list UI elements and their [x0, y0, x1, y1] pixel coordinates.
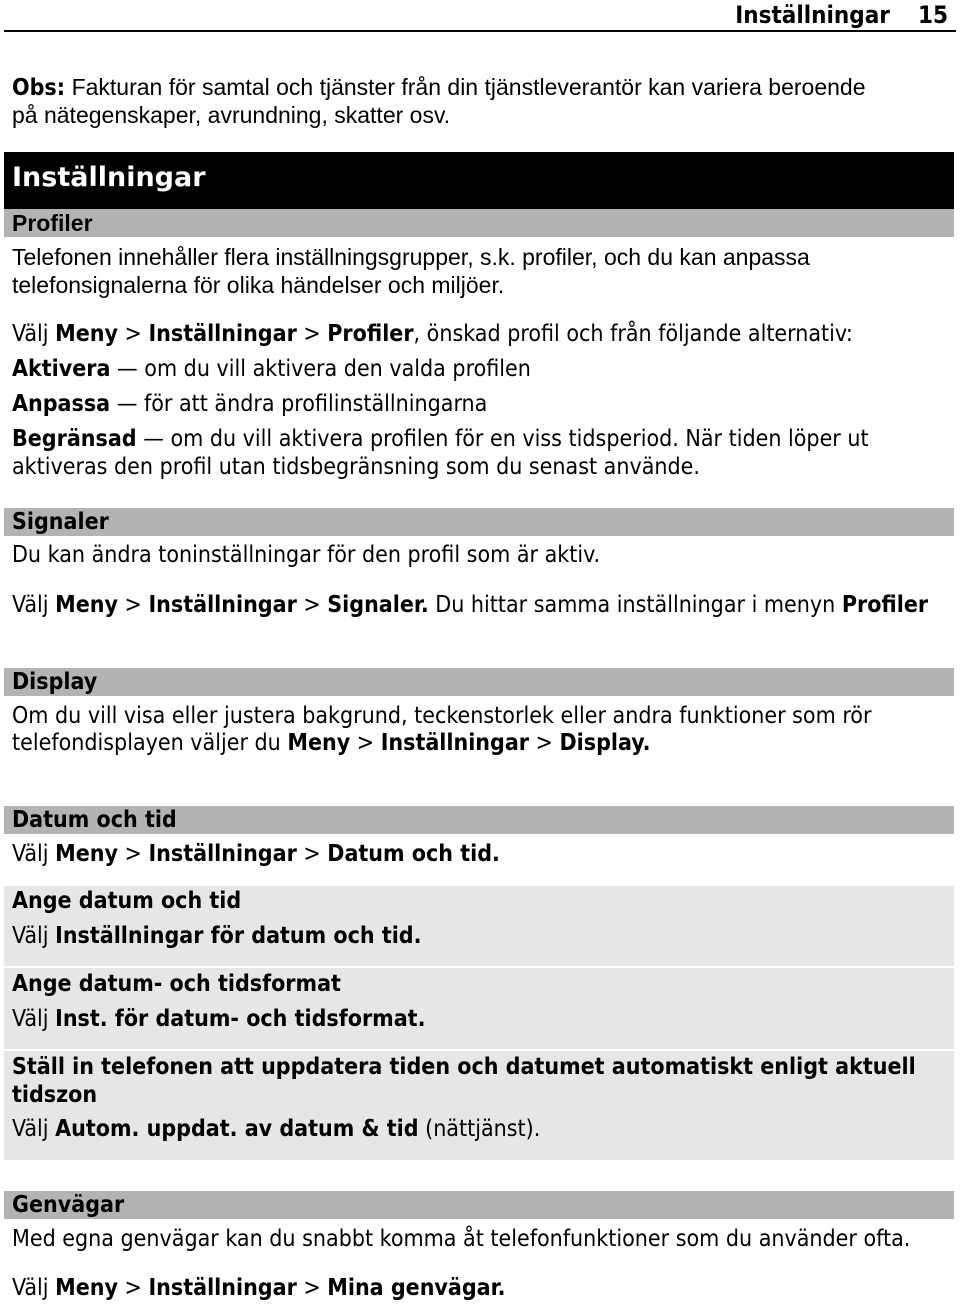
sub3-title-1: Ställ in telefonen att uppdatera tiden och datumet automatiskt enligt aktuell [12, 1054, 916, 1080]
path-dot: . [497, 1275, 506, 1301]
path-prefix: Välj [12, 1006, 49, 1032]
datum-heading: Datum och tid [12, 807, 177, 833]
option-term: Anpassa [12, 391, 111, 417]
display-heading: Display [12, 669, 98, 695]
path-signaler: Signaler [327, 592, 421, 618]
path-prefix: Välj [12, 321, 49, 347]
note-text-1: Fakturan för samtal och tjänster från din tjänstleverantör kan variera beroende [71, 74, 866, 100]
option-desc: — för att ändra profilinställningarna [110, 391, 488, 417]
path-profiler: Profiler [841, 592, 929, 618]
signaler-heading: Signaler [12, 509, 109, 535]
divider [4, 884, 954, 886]
profiler-path [12, 320, 853, 348]
header-rule [4, 30, 956, 32]
path-dot: . [417, 1006, 426, 1032]
path-dot: . [413, 923, 422, 949]
divider [4, 1049, 954, 1051]
path-prefix: Välj [12, 841, 49, 867]
genvagar-text: Med egna genvägar kan du snabbt komma åt telefonfunktioner som du använder ofta. [12, 1226, 911, 1252]
path-meny: Meny [55, 321, 118, 347]
path-prefix: Välj [12, 1116, 49, 1142]
path-separator: > [117, 321, 149, 347]
note-line-2: på nätegenskaper, avrundning, skatter osv. [12, 102, 451, 128]
signaler-path [12, 591, 928, 619]
path-mina-genvagar: Mina genvägar [327, 1275, 498, 1301]
signaler-text: Du kan ändra toninställningar för den profil som är aktiv. [12, 542, 601, 568]
path-meny: Meny [55, 841, 118, 867]
option-term: Begränsad [12, 426, 137, 452]
path-installningar: Inställningar [380, 730, 530, 756]
path-suffix: (nättjänst). [418, 1116, 541, 1142]
sub2-option: Inst. för datum- och tidsformat [55, 1006, 418, 1032]
path-dot: . [492, 841, 500, 867]
sub1-title: Ange datum och tid [12, 888, 242, 914]
sub2-path [12, 1005, 425, 1033]
running-header [735, 0, 948, 30]
sub3-path [12, 1115, 540, 1143]
path-installningar: Inställningar [148, 841, 297, 867]
path-separator: > [117, 1275, 149, 1301]
display-line-2 [12, 729, 651, 757]
path-profiler: Profiler [327, 321, 414, 347]
display-heading-bar [4, 668, 954, 696]
path-suffix: Du hittar samma inställningar i menyn [428, 592, 836, 618]
path-installningar: Inställningar [148, 592, 297, 618]
profiler-intro-1: Telefonen innehåller flera inställningsgrupper, s.k. profiler, och du kan anpassa [12, 244, 810, 270]
path-separator: > [350, 730, 381, 756]
chapter-title-bar [4, 152, 954, 210]
profiler-heading: Profiler [12, 210, 93, 236]
path-dot: . [642, 730, 651, 756]
sub2-title: Ange datum- och tidsformat [12, 971, 341, 997]
signaler-heading-bar [4, 508, 954, 536]
path-meny: Meny [287, 730, 351, 756]
chapter-title: Inställningar [12, 162, 206, 193]
sub1-option: Inställningar för datum och tid [55, 923, 414, 949]
path-installningar: Inställningar [148, 321, 297, 347]
path-meny: Meny [55, 1275, 118, 1301]
path-installningar: Inställningar [148, 1275, 297, 1301]
path-datum: Datum och tid [327, 841, 493, 867]
path-display: Display [559, 730, 643, 756]
display-text: telefondisplayen väljer du [12, 730, 281, 756]
path-meny: Meny [55, 592, 118, 618]
datum-path [12, 840, 500, 868]
datum-heading-bar [4, 806, 954, 834]
option-begransad-line-2: aktiveras den profil utan tidsbegränsning som du senast använde. [12, 454, 700, 480]
path-prefix: Välj [12, 1275, 49, 1301]
note-line-1 [12, 73, 866, 102]
option-desc: — om du vill aktivera den valda profilen [110, 356, 531, 382]
path-dot: . [420, 592, 429, 618]
path-prefix: Välj [12, 592, 49, 618]
path-separator: > [117, 841, 149, 867]
sub1-path [12, 922, 422, 950]
profiler-heading-bar [4, 209, 954, 237]
sub3-option: Autom. uppdat. av datum & tid [55, 1116, 419, 1142]
option-begransad [12, 425, 869, 453]
path-separator: > [529, 730, 560, 756]
option-aktivera [12, 355, 531, 383]
path-prefix: Välj [12, 923, 49, 949]
option-anpassa [12, 390, 487, 418]
sub3-title-2: tidszon [12, 1082, 98, 1108]
path-separator: > [296, 841, 328, 867]
running-header-section: Inställningar [735, 1, 890, 29]
path-separator: > [296, 321, 328, 347]
path-separator: > [296, 592, 328, 618]
genvagar-path [12, 1274, 505, 1302]
profiler-intro-2: telefonsignalerna för olika händelser och miljöer. [12, 272, 505, 298]
path-suffix: , önskad profil och från följande alternativ: [413, 321, 853, 347]
note-label: Obs: [12, 75, 65, 101]
divider [4, 966, 954, 968]
option-desc: — om du vill aktivera profilen för en viss tidsperiod. När tiden löper ut [136, 426, 869, 452]
genvagar-heading-bar [4, 1191, 954, 1219]
path-separator: > [296, 1275, 328, 1301]
page-number: 15 [917, 1, 948, 29]
genvagar-heading: Genvägar [12, 1192, 125, 1218]
option-term: Aktivera [12, 356, 111, 382]
path-separator: > [117, 592, 149, 618]
display-line-1: Om du vill visa eller justera bakgrund, teckenstorlek eller andra funktioner som rör [12, 703, 872, 729]
